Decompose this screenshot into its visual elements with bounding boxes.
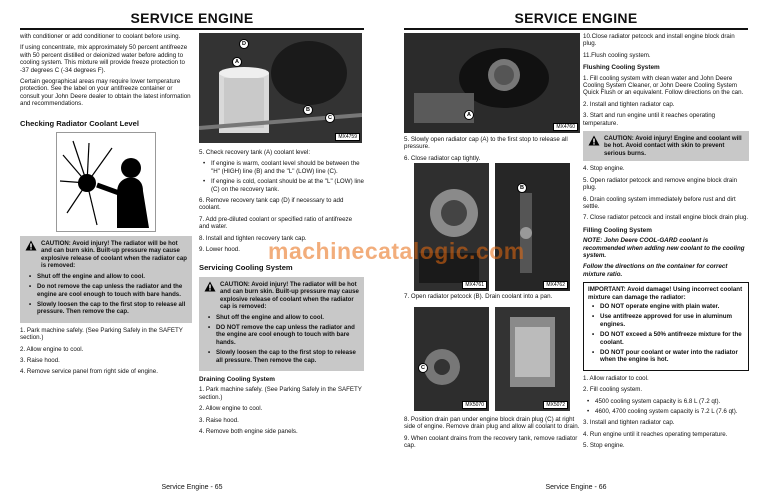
step: 5. Stop engine. [583,442,625,450]
important-bullet: • DO NOT exceed a 50% antifreeze mixture for the coolant. [588,331,744,346]
bullet: • 4600, 4700 cooling system capacity is 7.2 L (7.6 qt). [583,408,749,415]
right-column-1a [404,136,580,166]
subheading: Draining Cooling System [199,375,275,383]
step: 1. Park machine safely. (See Parking Safely in the SAFETY section.) [20,326,183,342]
step: 8. Position drain pan under engine block drain plug (C) at right side of engine. Remove drain plug and allow all coolant to drain. [404,416,580,431]
drain-plug-photo-2 [495,307,570,411]
caution-box [583,131,749,161]
step: 1. Park machine safely. (See Parking Safely in the SAFETY section.) [199,386,362,401]
figure-code: MX4762 [543,281,568,289]
right-column-1b [404,293,580,304]
bullet: • 4500 cooling system capacity is 6.8 L (7.2 qt). [583,398,749,405]
step: 9. When coolant drains from the recovery tank, remove radiator cap. [404,434,578,450]
step: 1. Fill cooling system with clean water and John Deere Cooling System Cleaner, or John Deere Cooling System Quick Flush or an equivalent. Follow directions on the can. [583,74,744,97]
step: 10.Close radiator petcock and install engine block drain plug. [583,33,735,48]
caution-text: CAUTION: Avoid injury! The radiator will be hot and can burn skin. Built-up pressure may cause explosive release of coolant when the radiator cap is removed: [220,280,359,311]
step: 8. Install and tighten recovery tank cap. [199,234,307,242]
paragraph: Certain geographical areas may require lower temperature protection. See the label on your antifreeze container or consult your John Deere dealer to obtain the latest information and recommendations. [20,78,191,108]
left-column-1 [20,33,192,380]
caution-bullet: • Slowly loosen the cap to the first stop to release all pressure. Then remove the cap. [25,301,187,316]
page-header: SERVICE ENGINE [404,10,748,30]
page-footer: Service Engine - 66 [545,484,607,491]
note: Follow the directions on the container for correct mixture ratio. [583,263,728,278]
right-column-2 [583,33,749,454]
warning-icon [25,240,37,251]
step: 4. Remove service panel from right side of engine. [20,368,158,376]
figure-code: MX5072 [543,401,568,409]
warning-icon [204,281,216,292]
page-footer: Service Engine - 65 [161,484,223,491]
step: 2. Allow engine to cool. [199,405,263,413]
caution-text: CAUTION: Avoid injury! The radiator will be hot and can burn skin. Built-up pressure may cause explosive release of coolant when the radiator cap is removed: [41,240,187,270]
step: 5. Check recovery tank (A) coolant level: [199,149,311,156]
subheading: Filling Cooling System [583,226,652,234]
step: 7. Add pre-diluted coolant or specified ratio of antifreeze and water. [199,215,353,231]
petcock-photo-2: B MX4762 [495,163,570,291]
step: 2. Fill cooling system. [583,386,643,394]
important-bullet: • DO NOT operate engine with plain water. [588,303,744,310]
bullet: • If engine is warm, coolant level should be between the "H" (HIGH) line (B) and the "L" (LOW) line (C). [199,160,364,175]
subheading: Flushing Cooling System [583,64,660,72]
bullet: • If engine is cold, coolant should be at the "L" (LOW) line (C) on the recovery tank. [199,178,364,193]
radiator-cap-photo: A MX4760 [404,33,580,133]
burn-hazard-illustration [56,132,156,232]
important-box [583,282,749,371]
caution-box [199,277,364,371]
paragraph: If using concentrate, mix approximately 50 percent antifreeze with 50 percent distilled or deionized water before adding to cooling system. This mixture will provide freeze protection to -37 degrees C (-34 degrees F). [20,44,188,74]
caution-bullet: • DO NOT remove the cap unless the radiator and the engine are cool enough to touch with bare hands. [204,324,359,346]
paragraph: with conditioner or add conditioner to coolant before using. [20,33,181,40]
figure-code: MX4760 [553,123,578,131]
step: 2. Install and tighten radiator cap. [583,100,675,108]
figure-code: MX4761 [462,281,487,289]
step: 11.Flush cooling system. [583,51,651,59]
figure-code: MX5070 [462,401,487,409]
section-heading: Checking Radiator Coolant Level [20,118,139,128]
watermark: machinecatalogic.com [268,238,525,264]
caution-bullet: • Shut off the engine and allow to cool. [25,273,187,280]
step: 2. Allow engine to cool. [20,345,84,353]
step: 4. Stop engine. [583,165,625,173]
step: 1. Allow radiator to cool. [583,374,649,382]
important-bullet: • Use antifreeze approved for use in aluminum engines. [588,313,744,328]
important-text: IMPORTANT: Avoid damage! Using incorrect coolant mixture can damage the radiator: [588,286,743,301]
step: 6. Remove recovery tank cap (D) if necessary to add coolant. [199,197,344,212]
page-header: SERVICE ENGINE [20,10,364,30]
step: 3. Install and tighten radiator cap. [583,419,675,427]
section-heading: Servicing Cooling System [199,263,293,273]
step: 6. Drain cooling system immediately before rust and dirt settle. [583,195,736,210]
warning-icon [588,135,600,146]
recovery-tank-photo: D A B C MX4759 [199,33,362,143]
left-column-2 [199,149,364,439]
caution-bullet: • Do not remove the cap unless the radiator and the engine are cool enough to touch with bare hands. [25,283,187,298]
caution-bullet: • Slowly loosen the cap to the first stop to release all pressure. Then remove the cap. [204,349,359,364]
step: 3. Raise hood. [20,356,60,364]
step: 4. Run engine until it reaches operating temperature. [583,430,728,438]
step: 5. Slowly open radiator cap (A) to the first stop to release all pressure. [404,136,568,151]
important-bullet: • DO NOT pour coolant or water into the radiator when the engine is hot. [588,349,744,364]
drain-plug-photo-1: C MX5070 [414,307,489,411]
step: 6. Close radiator cap tightly. [404,154,481,162]
step: 3. Start and run engine until it reaches operating temperature. [583,112,716,127]
step: 5. Open radiator petcock and remove engine block drain plug. [583,176,738,192]
caution-bullet: • Shut off the engine and allow to cool. [204,314,359,321]
step: 7. Close radiator petcock and install engine block drain plug. [583,214,749,222]
petcock-photo-1 [414,163,489,291]
step: 9. Lower hood. [199,246,240,254]
step: 3. Raise hood. [199,416,239,424]
step: 7. Open radiator petcock (B). Drain coolant into a pan. [404,293,553,300]
step: 4. Remove both engine side panels. [199,427,298,435]
note: NOTE: John Deere COOL-GARD coolant is recommended when adding new coolant to the cooling system. [583,237,745,259]
caution-box [20,236,192,323]
figure-code: MX4759 [335,133,360,141]
caution-text: CAUTION: Avoid injury! Engine and coolant will be hot. Avoid contact with skin to prevent serious burns. [604,135,742,157]
right-column-1c [404,416,580,454]
